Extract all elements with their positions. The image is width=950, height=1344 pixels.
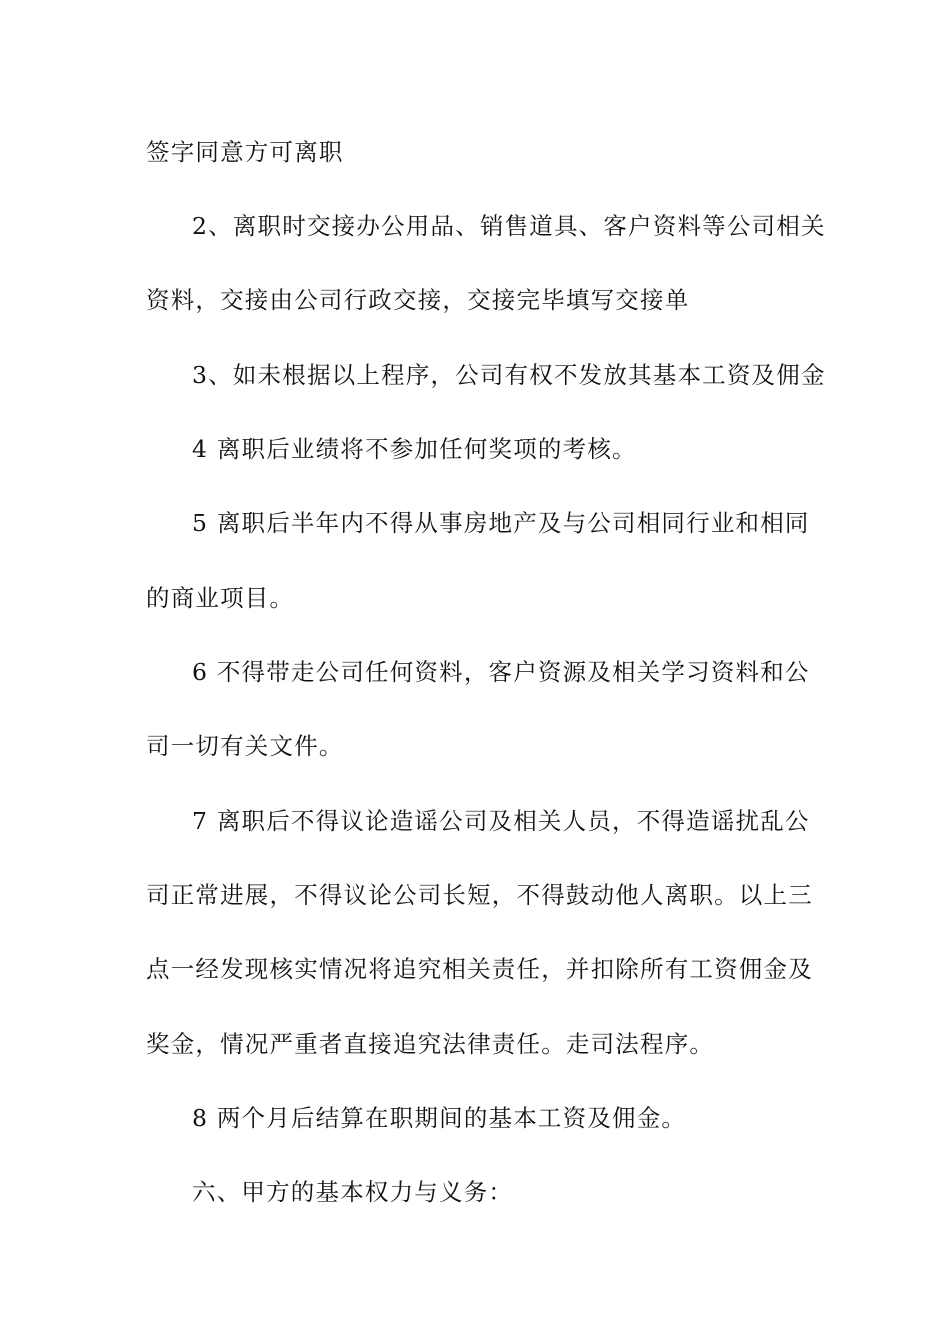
text-line: 7 离职后不得议论造谣公司及相关人员，不得造谣扰乱公	[192, 807, 810, 835]
text-line: 5 离职后半年内不得从事房地产及与公司相同行业和相同	[192, 509, 810, 537]
text-line: 2、离职时交接办公用品、销售道具、客户资料等公司相关	[192, 212, 826, 240]
text-line: 司一切有关文件。	[146, 732, 344, 760]
text-line: 奖金，情况严重者直接追究法律责任。走司法程序。	[146, 1030, 715, 1058]
text-line: 的商业项目。	[146, 584, 295, 612]
text-line: 6 不得带走公司任何资料，客户资源及相关学习资料和公	[192, 658, 810, 686]
text-line: 司正常进展，不得议论公司长短，不得鼓动他人离职。以上三	[146, 881, 813, 909]
text-line: 资料，交接由公司行政交接，交接完毕填写交接单	[146, 286, 690, 314]
text-line: 8 两个月后结算在职期间的基本工资及佣金。	[192, 1104, 687, 1132]
text-line: 点一经发现核实情况将追究相关责任，并扣除所有工资佣金及	[146, 955, 813, 983]
text-line: 3、如未根据以上程序，公司有权不发放其基本工资及佣金	[192, 361, 826, 389]
text-line: 签字同意方可离职	[146, 138, 344, 166]
text-line: 六、甲方的基本权力与义务：	[192, 1178, 514, 1206]
text-line: 4 离职后业绩将不参加任何奖项的考核。	[192, 435, 637, 463]
